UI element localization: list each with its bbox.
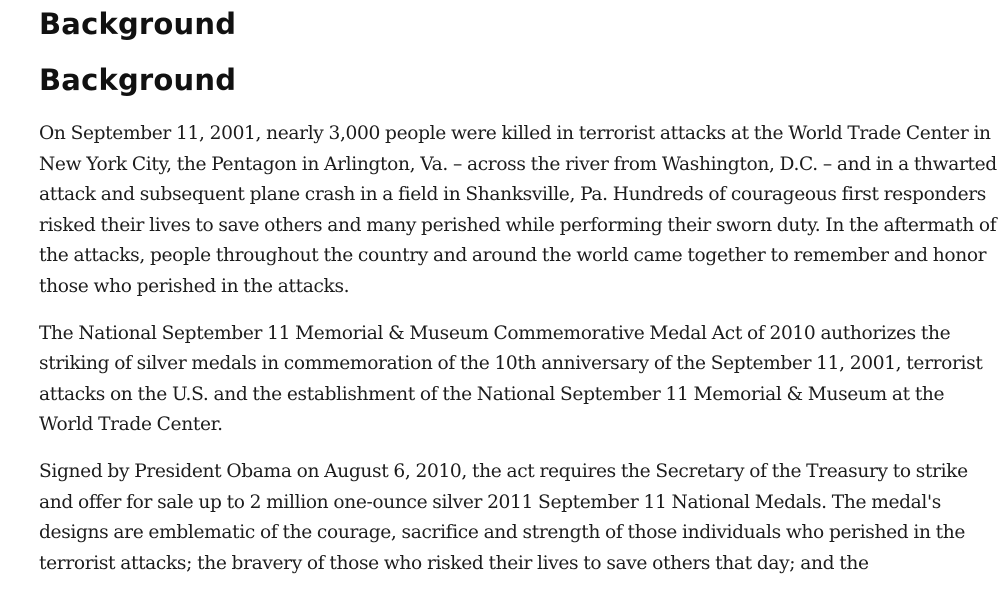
section-heading: Background — [39, 7, 237, 41]
paragraph-medal-act: The National September 11 Memorial & Museum Commemorative Medal Act of 2010 authorizes the striking of silver medals in commemoration of the 10th anniversary of the September 11, 2001, terrorist attacks on the U.S. and the establishment of the National September 11 Memorial & Museum at the World Trade Center. — [39, 322, 983, 436]
body-text — [39, 119, 999, 595]
section-heading-repeat: Background — [39, 63, 237, 97]
paragraph-attacks: On September 11, 2001, nearly 3,000 people were killed in terrorist attacks at the World Trade Center in New York City, the Pentagon in Arlington, Va. – across the river from Washington, D.C. – and in a thwarted attack and subsequent plane crash in a field in Shanksville, Pa. Hundreds of courageous first responders risked their lives to save others and many perished while performing their sworn duty. In the aftermath of the attacks, people throughout the country and around the world came together to remember and honor those who perished in the attacks. — [39, 123, 997, 297]
paragraph-signed: Signed by President Obama on August 6, 2010, the act requires the Secretary of the Treasury to strike and offer for sale up to 2 million one-ounce silver 2011 September 11 National Medals. The medal's designs are emblematic of the courage, sacrifice and strength of those individuals who perished in the terrorist attacks; the bravery of those who risked their lives to save others that day; and the — [39, 460, 968, 574]
